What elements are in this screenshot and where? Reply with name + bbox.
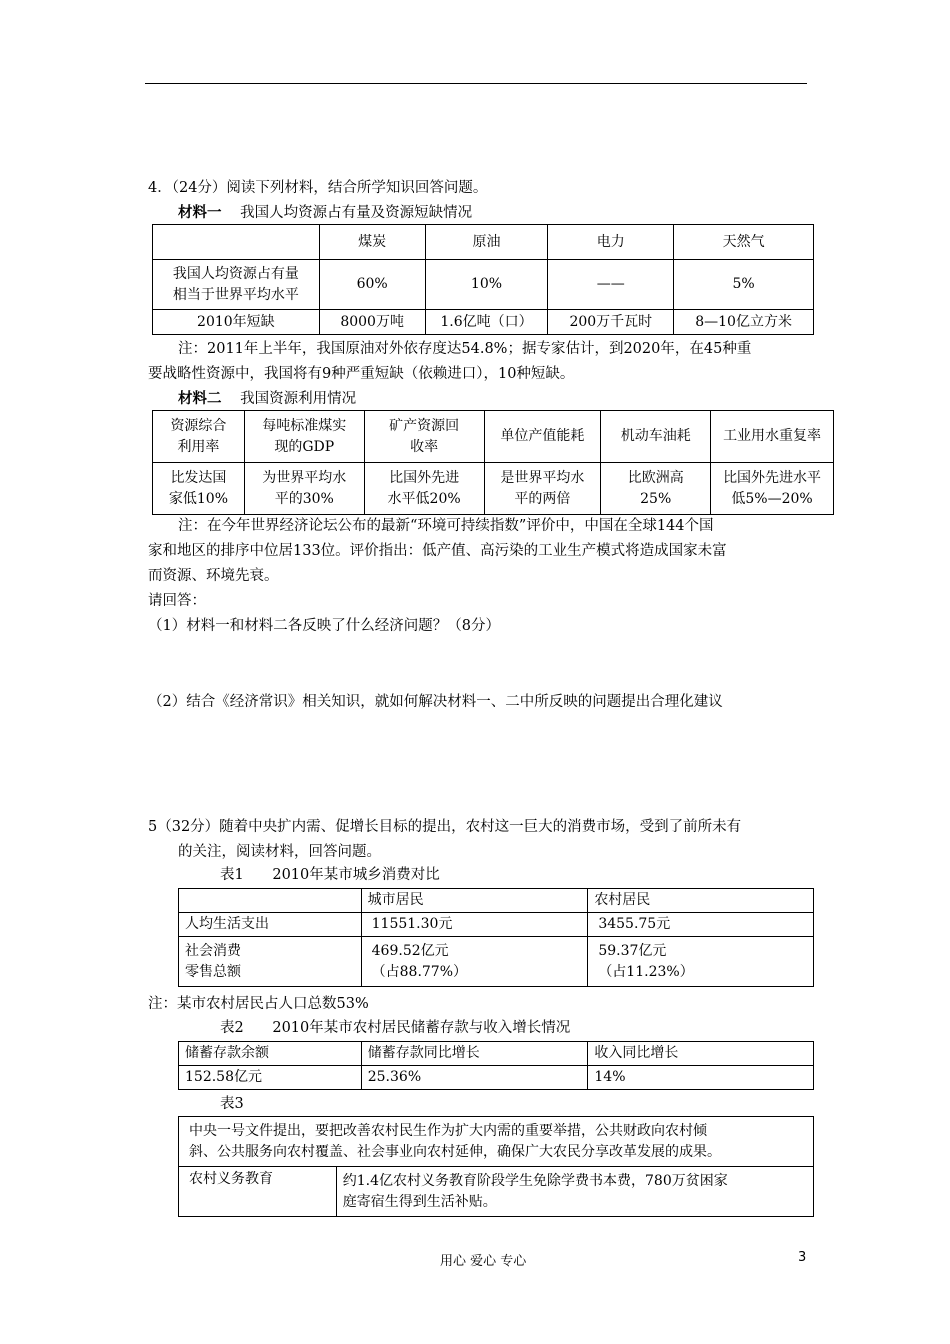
table-header: 煤炭 — [319, 225, 425, 260]
rural-savings-table — [178, 1041, 814, 1090]
table-cell: —— — [548, 260, 674, 310]
table-header: 矿产资源回 收率 — [364, 411, 484, 463]
table-cell: 比发达国 家低10% — [153, 463, 245, 515]
table-header: 工业用水重复率 — [711, 411, 834, 463]
table-cell — [179, 889, 362, 913]
sub-question-1: （1）材料一和材料二各反映了什么经济问题？（8分） — [148, 618, 500, 634]
resource-usage-table — [152, 410, 834, 515]
table-header: 农村居民 — [588, 889, 814, 913]
table-2-caption: 表2 2010年某市农村居民储蓄存款与收入增长情况 — [220, 1020, 571, 1036]
table-row — [153, 260, 814, 310]
urban-rural-consumption-table — [178, 888, 814, 987]
table-row — [179, 1117, 814, 1167]
table-header: 储蓄存款余额 — [179, 1042, 362, 1066]
table-cell: 8—10亿立方米 — [674, 310, 814, 335]
header-rule — [145, 83, 807, 84]
material-1-label: 材料一 — [178, 204, 222, 221]
table-3-caption: 表3 — [220, 1096, 244, 1112]
material-1-heading — [178, 203, 472, 223]
row-label: 农村义务教育 — [179, 1167, 337, 1217]
resource-shortage-table — [152, 224, 814, 335]
rural-policy-table — [178, 1116, 814, 1217]
table-header: 原油 — [425, 225, 548, 260]
row-label: 社会消费 零售总额 — [179, 937, 362, 987]
q4-stem: 4．（24分）阅读下列材料，结合所学知识回答问题。 — [148, 180, 488, 196]
table-header: 电力 — [548, 225, 674, 260]
material-1-note-line-1: 注：2011年上半年，我国原油对外依存度达54.8%；据专家估计，到2020年，在45种重 — [178, 341, 752, 357]
material-2-label: 材料二 — [178, 390, 222, 407]
sub-question-2: （2）结合《经济常识》相关知识，就如何解决材料一、二中所反映的问题提出合理化建议 — [148, 694, 723, 710]
q5-stem-line-1: 5（32分）随着中央扩内需、促增长目标的提出，农村这一巨大的消费市场，受到了前所未有 — [148, 819, 742, 835]
material-2-note-line-2: 家和地区的排序中位居133位。评价指出：低产值、高污染的工业生产模式将造成国家未富 — [148, 543, 727, 559]
table-1-note: 注：某市农村居民占人口总数53% — [148, 996, 369, 1012]
row-label: 我国人均资源占有量 相当于世界平均水平 — [153, 260, 320, 310]
table-row — [153, 411, 834, 463]
table-cell: 中央一号文件提出，要把改善农村民生作为扩大内需的重要举措，公共财政向农村倾 斜、公共服务向农村覆盖、社会事业向农村延伸，确保广大农民分享改革发展的成果。 — [179, 1117, 814, 1167]
table-cell: 1.6亿吨（口） — [425, 310, 548, 335]
table-row — [153, 225, 814, 260]
material-1-title: 我国人均资源占有量及资源短缺情况 — [240, 205, 473, 221]
table-header: 每吨标准煤实 现的GDP — [244, 411, 364, 463]
material-1-note-line-2: 要战略性资源中，我国将有9种严重短缺（依赖进口），10种短缺。 — [148, 366, 575, 382]
table-row — [179, 1042, 814, 1066]
table-cell: 25.36% — [361, 1066, 588, 1090]
material-2-note-line-3: 而资源、环境先衰。 — [148, 568, 279, 584]
table-row — [179, 1167, 814, 1217]
answer-prompt: 请回答： — [148, 593, 206, 609]
table-cell: 约1.4亿农村义务教育阶段学生免除学费书本费，780万贫困家 庭寄宿生得到生活补贴。 — [336, 1167, 813, 1217]
material-2-heading — [178, 389, 356, 409]
table-header: 天然气 — [674, 225, 814, 260]
table-row — [153, 463, 834, 515]
table-cell: 11551.30元 — [361, 913, 588, 937]
table-cell: 59.37亿元 （占11.23%） — [588, 937, 814, 987]
footer-motto: 用心 爱心 专心 — [440, 1254, 527, 1269]
table-header: 储蓄存款同比增长 — [361, 1042, 588, 1066]
table-cell: 60% — [319, 260, 425, 310]
table-cell: 200万千瓦时 — [548, 310, 674, 335]
table-cell: 5% — [674, 260, 814, 310]
table-row — [179, 937, 814, 987]
table-cell — [153, 225, 320, 260]
table-cell: 比国外先进 水平低20% — [364, 463, 484, 515]
table-cell: 比国外先进水平 低5%—20% — [711, 463, 834, 515]
table-cell: 8000万吨 — [319, 310, 425, 335]
table-cell: 152.58亿元 — [179, 1066, 362, 1090]
table-row — [153, 310, 814, 335]
table-1-caption: 表1 2010年某市城乡消费对比 — [220, 867, 440, 883]
table-cell: 3455.75元 — [588, 913, 814, 937]
table-header: 机动车油耗 — [601, 411, 711, 463]
q5-stem-line-2: 的关注，阅读材料，回答问题。 — [178, 844, 381, 860]
table-header: 单位产值能耗 — [484, 411, 601, 463]
row-label: 人均生活支出 — [179, 913, 362, 937]
page-number: 3 — [798, 1250, 807, 1265]
table-row — [179, 889, 814, 913]
table-header: 城市居民 — [361, 889, 588, 913]
table-cell: 比欧洲高 25% — [601, 463, 711, 515]
material-2-note-line-1: 注：在今年世界经济论坛公布的最新“环境可持续指数”评价中，中国在全球144个国 — [178, 518, 714, 534]
table-cell: 10% — [425, 260, 548, 310]
table-row — [179, 913, 814, 937]
row-label: 2010年短缺 — [153, 310, 320, 335]
table-cell: 是世界平均水 平的两倍 — [484, 463, 601, 515]
table-cell: 为世界平均水 平的30% — [244, 463, 364, 515]
table-row — [179, 1066, 814, 1090]
table-cell: 14% — [588, 1066, 814, 1090]
material-2-title: 我国资源利用情况 — [240, 391, 357, 407]
table-header: 收入同比增长 — [588, 1042, 814, 1066]
table-cell: 469.52亿元 （占88.77%） — [361, 937, 588, 987]
table-header: 资源综合 利用率 — [153, 411, 245, 463]
